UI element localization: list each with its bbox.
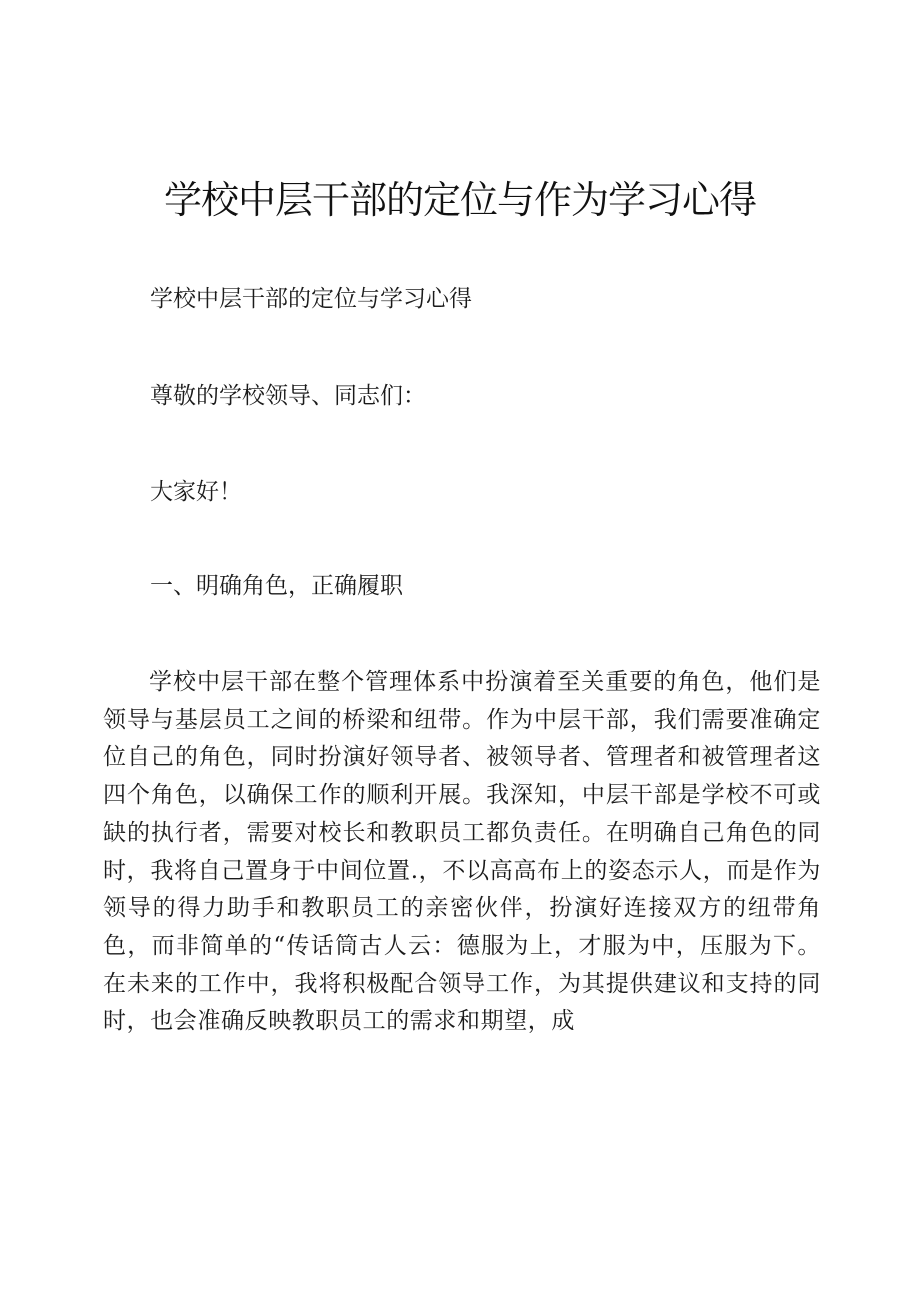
greeting: 大家好！ <box>150 479 242 505</box>
document-subtitle: 学校中层干部的定位与学习心得 <box>150 286 472 312</box>
salutation: 尊敬的学校领导、同志们： <box>150 383 426 409</box>
document-title: 学校中层干部的定位与作为学习心得 <box>163 178 756 222</box>
section-heading: 一、明确角色，正确履职 <box>150 573 403 599</box>
body-paragraph: 学校中层干部在整个管理体系中扮演着至关重要的角色，他们是领导与基层员工之间的桥梁和纽带。作为中层干部，我们需要准确定位自己的角色，同时扮演好领导者、被领导者、管理者和被管理者这四个角色，以确保工作的顺利开展。我深知，中层干部是学校不可或缺的执行者，需要对校长和教职员工都负责任。在明确自己角色的同时，我将自己置身于中间位置.，不以高高布上的姿态示人，而是作为领导的得力助手和教职员工的亲密伙伴，扮演好连接双方的纽带角色，而非简单的“传话筒古人云：德服为上，才服为中，压服为下。在未来的工作中，我将积极配合领导工作，为其提供建议和支持的同时，也会准确反映教职员工的需求和期望，成 <box>103 669 821 1035</box>
